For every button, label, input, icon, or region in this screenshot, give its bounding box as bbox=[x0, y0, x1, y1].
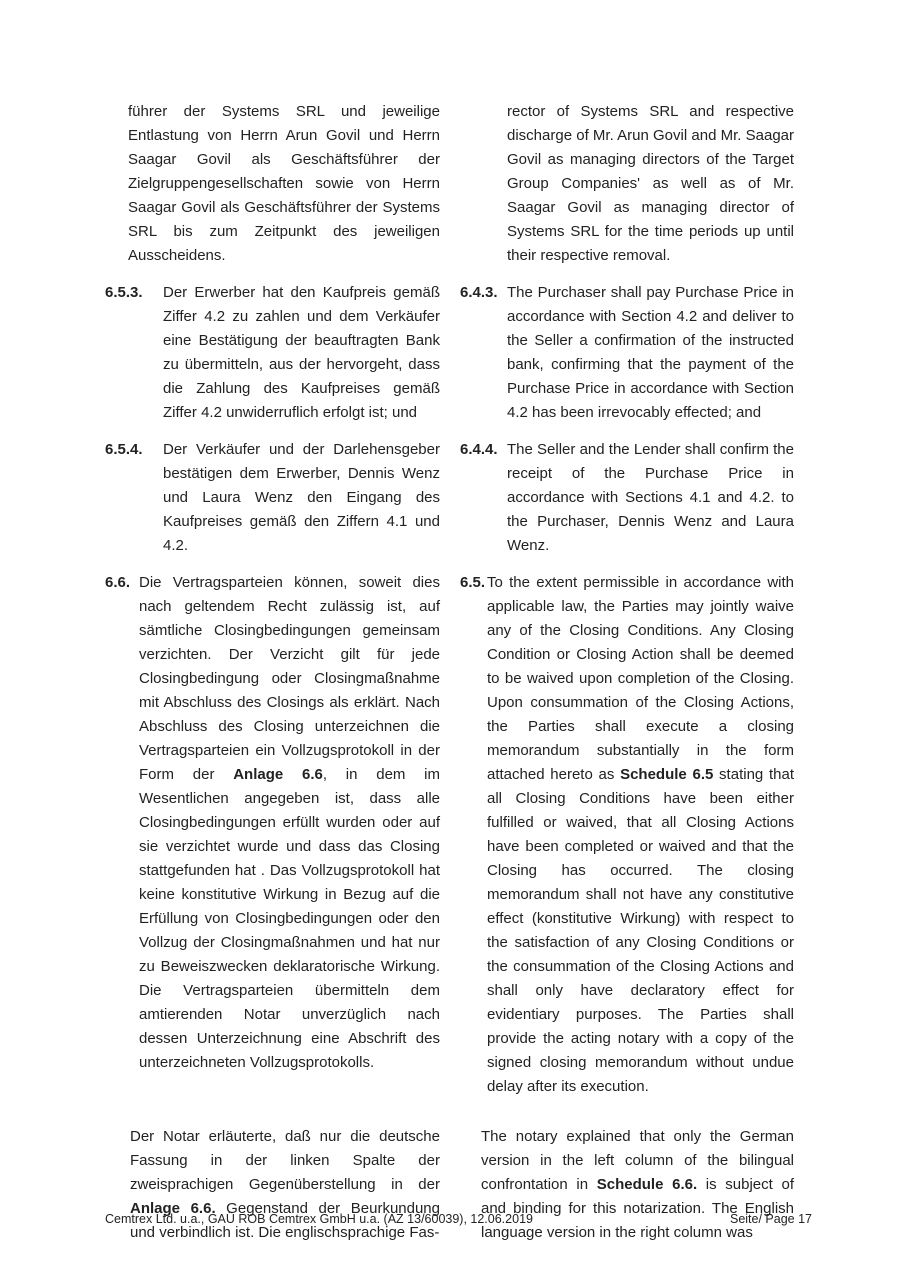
bilingual-row bbox=[105, 1125, 794, 1245]
section-number-de: 6.5.3. bbox=[105, 284, 143, 301]
english-column-cell bbox=[460, 1125, 794, 1245]
section-number-de: 6.6. bbox=[105, 574, 131, 591]
paragraph-en: The Purchaser shall pay Purchase Price in accordance with Section 4.2 and deliver to the Seller a confirmation of the instructed bank, confirming that the payment of the Purchase Price in accordance with Section 4.2 has been irrevocably effected; and bbox=[507, 284, 794, 421]
bilingual-row bbox=[105, 571, 794, 1099]
footer-page-number: Seite/ Page 17 bbox=[729, 1212, 812, 1226]
paragraph-de-continuation: führer der Systems SRL und jeweilige Entlastung von Herrn Arun Govil und Herrn Saagar Govil als Geschäftsführer der Zielgruppengesellschaften sowie von Herrn Saagar Govil als Geschäftsführer der Systems SRL bis zum Zeitpunkt des jeweiligen Ausscheidens. bbox=[128, 103, 440, 264]
german-column-cell bbox=[105, 1125, 440, 1245]
paragraph-en: The Seller and the Lender shall confirm the receipt of the Purchase Price in accordance with Sections 4.1 and 4.2. to the Purchaser, Dennis Wenz and Laura Wenz. bbox=[507, 441, 794, 554]
german-column-cell bbox=[105, 281, 440, 425]
paragraph-de-notary: Der Notar erläuterte, daß nur die deutsche Fassung in der linken Spalte der zweisprachigen Gegenüberstellung in der Anlage 6.6. Gegenstand der Beurkundung und verbindlich ist. Die englischsprachige Fas- bbox=[130, 1128, 440, 1241]
german-column-cell bbox=[105, 571, 440, 1099]
paragraph-en-notary: The notary explained that only the German version in the left column of the bilingual confrontation in Schedule 6.6. is subject of and binding for this notarization. The English language version in the right column was bbox=[481, 1128, 794, 1241]
section-number-en: 6.4.4. bbox=[460, 441, 498, 458]
bilingual-row bbox=[105, 100, 794, 268]
section-number-de: 6.5.4. bbox=[105, 441, 143, 458]
section-number-en: 6.4.3. bbox=[460, 284, 498, 301]
english-column-cell bbox=[460, 571, 794, 1099]
paragraph-de: Der Verkäufer und der Darlehensgeber bestätigen dem Erwerber, Dennis Wenz und Laura Wenz den Eingang des Kaufpreises gemäß den Ziffern 4.1 und 4.2. bbox=[163, 441, 440, 554]
english-column-cell bbox=[460, 281, 794, 425]
bilingual-row bbox=[105, 438, 794, 558]
page-footer bbox=[105, 1212, 812, 1226]
contract-body bbox=[105, 100, 794, 1258]
german-column-cell bbox=[105, 438, 440, 558]
paragraph-en-continuation: rector of Systems SRL and respective discharge of Mr. Arun Govil and Mr. Saagar Govil as managing directors of the Target Group Companies' as well as of Mr. Saagar Govil as managing director of Systems SRL for the time periods up until their respective removal. bbox=[507, 103, 794, 264]
english-column-cell bbox=[460, 100, 794, 268]
bilingual-row bbox=[105, 281, 794, 425]
english-column-cell bbox=[460, 438, 794, 558]
footer-case-reference: Cemtrex Ltd. u.a., GAÜ ROB Cemtrex GmbH u.a. (AZ 13/60039), 12.06.2019 bbox=[105, 1212, 533, 1226]
german-column-cell bbox=[105, 100, 440, 268]
section-number-en: 6.5. bbox=[460, 574, 486, 591]
paragraph-de: Der Erwerber hat den Kaufpreis gemäß Ziffer 4.2 zu zahlen und dem Verkäufer eine Bestätigung der beauftragten Bank zu übermitteln, aus der hervorgeht, dass die Zahlung des Kaufpreises gemäß Ziffer 4.2 unwiderruflich erfolgt ist; und bbox=[163, 284, 440, 421]
paragraph-en: To the extent permissible in accordance with applicable law, the Parties may jointly waive any of the Closing Conditions. Any Closing Condition or Closing Action shall be deemed to be waived upon completion of the Closing. Upon consummation of the Closing Actions, the Parties shall execute a closing memorandum substantially in the form attached hereto as Schedule 6.5 stating that all Closing Conditions have been either fulfilled or waived, that all Closing Actions have been completed or waived and that the Closing has occurred. The closing memorandum shall not have any constitutive effect (konstitutive Wirkung) with respect to the satisfaction of any Closing Conditions or the consummation of the Closing Actions and shall only have declaratory effect for evidentiary purposes. The Parties shall provide the acting notary with a copy of the signed closing memorandum without undue delay after its execution. bbox=[487, 574, 794, 1095]
paragraph-de: Die Vertragsparteien können, soweit dies nach geltendem Recht zulässig ist, auf sämtliche Closingbedingungen gemeinsam verzichten. Der Verzicht gilt für jede Closingbedingung oder Closingmaßnahme mit Abschluss des Closings als erklärt. Nach Abschluss des Closing unterzeichnen die Vertragsparteien ein Vollzugsprotokoll in der Form der Anlage 6.6, in dem im Wesentlichen angegeben ist, dass alle Closingbedingungen erfüllt wurden oder auf sie verzichtet wurde und dass das Closing stattgefunden hat . Das Vollzugsprotokoll hat keine konstitutive Wirkung in Bezug auf die Erfüllung von Closingbedingungen oder den Vollzug der Closingmaßnahmen und hat nur zu Beweiszwecken deklaratorische Wirkung. Die Vertragsparteien übermitteln dem amtierenden Notar unverzüglich nach dessen Unterzeichnung eine Abschrift des unterzeichneten Vollzugsprotokolls. bbox=[139, 574, 441, 1071]
